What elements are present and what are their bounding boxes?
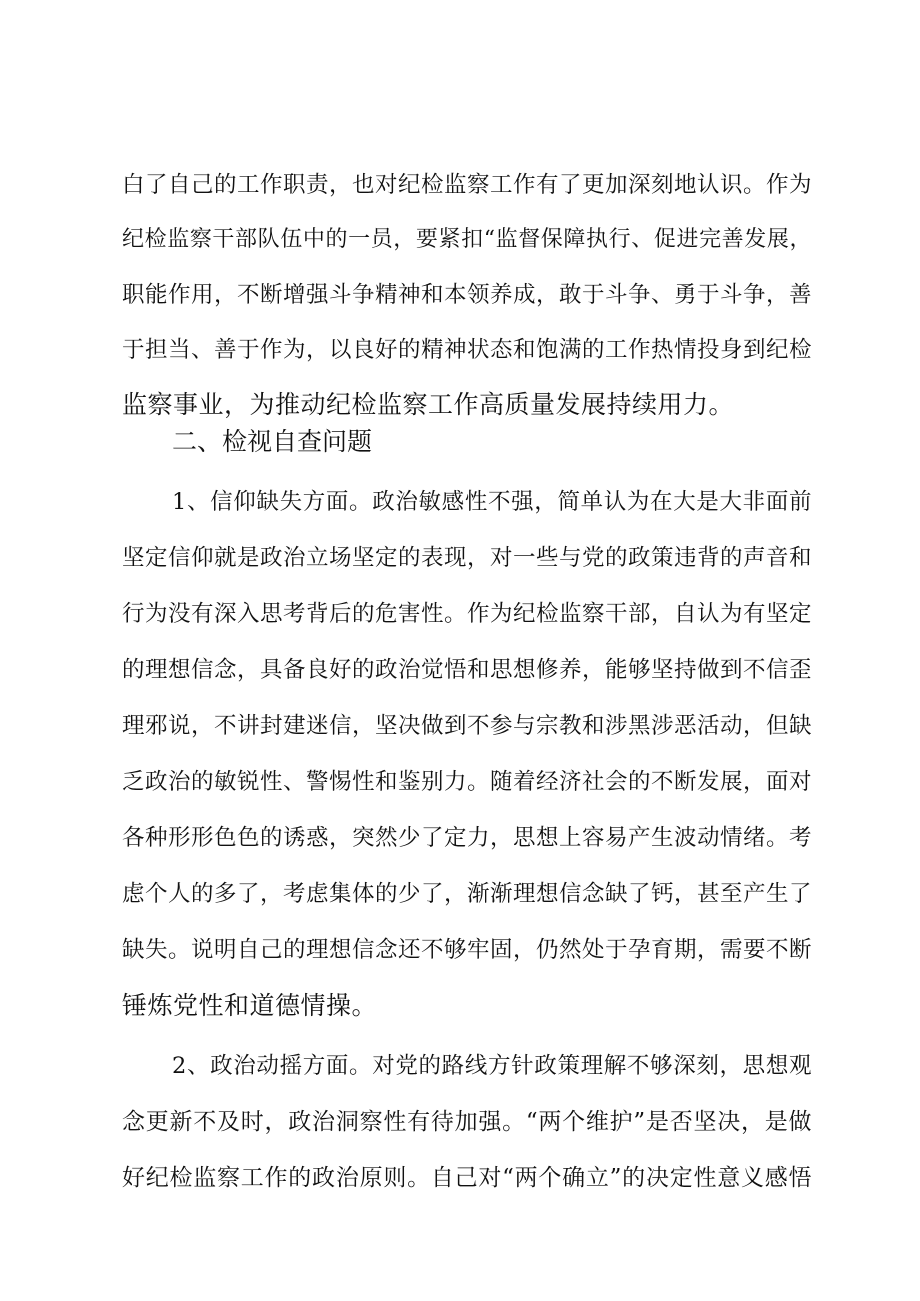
item2-line-2: 念更新不及时，政治洞察性有待加强。“两个维护”是否坚决，是做 <box>122 1109 812 1135</box>
item1-line-7: 各种形形色色的诱惑，突然少了定力，思想上容易产生波动情绪。考 <box>122 825 813 851</box>
item1-line-10: 锤炼党性和道德情操。 <box>122 991 378 1020</box>
item1-line-8: 虑个人的多了，考虑集体的少了，渐渐理想信念缺了钙，甚至产生了 <box>122 881 813 907</box>
item1-line-1: 1、信仰缺失方面。政治敏感性不强，简单认为在大是大非面前 <box>172 489 812 515</box>
intro-line-5: 监察事业，为推动纪检监察工作高质量发展持续用力。 <box>122 390 735 419</box>
intro-line-1: 白了自己的工作职责，也对纪检监察工作有了更加深刻地认识。作为 <box>122 172 813 198</box>
item2-line-3: 好纪检监察工作的政治原则。自己对“两个确立”的决定性意义感悟 <box>122 1165 812 1191</box>
item1-line-4: 的理想信念，具备良好的政治觉悟和思想修养，能够坚持做到不信歪 <box>122 657 813 683</box>
item1-line-9: 缺失。说明自己的理想信念还不够牢固，仍然处于孕育期，需要不断 <box>122 937 813 963</box>
intro-line-2: 纪检监察干部队伍中的一员，要紧扣“监督保障执行、促进完善发展， <box>122 227 812 252</box>
item1-line-6: 乏政治的敏锐性、警惕性和鉴别力。随着经济社会的不断发展，面对 <box>122 769 813 795</box>
item1-line-5: 理邪说，不讲封建迷信，坚决做到不参与宗教和涉黑涉恶活动，但缺 <box>122 713 813 739</box>
item1-line-2: 坚定信仰就是政治立场坚定的表现，对一些与党的政策违背的声音和 <box>122 545 813 571</box>
section-heading: 二、检视自查问题 <box>172 427 373 456</box>
item2-line-1: 2、政治动摇方面。对党的路线方针政策理解不够深刻，思想观 <box>172 1053 812 1079</box>
item1-line-3: 行为没有深入思考背后的危害性。作为纪检监察干部，自认为有坚定 <box>122 601 813 627</box>
intro-line-4: 于担当、善于作为，以良好的精神状态和饱满的工作热情投身到纪检 <box>122 337 813 363</box>
intro-line-3: 职能作用，不断增强斗争精神和本领养成，敢于斗争、勇于斗争，善 <box>122 282 813 308</box>
